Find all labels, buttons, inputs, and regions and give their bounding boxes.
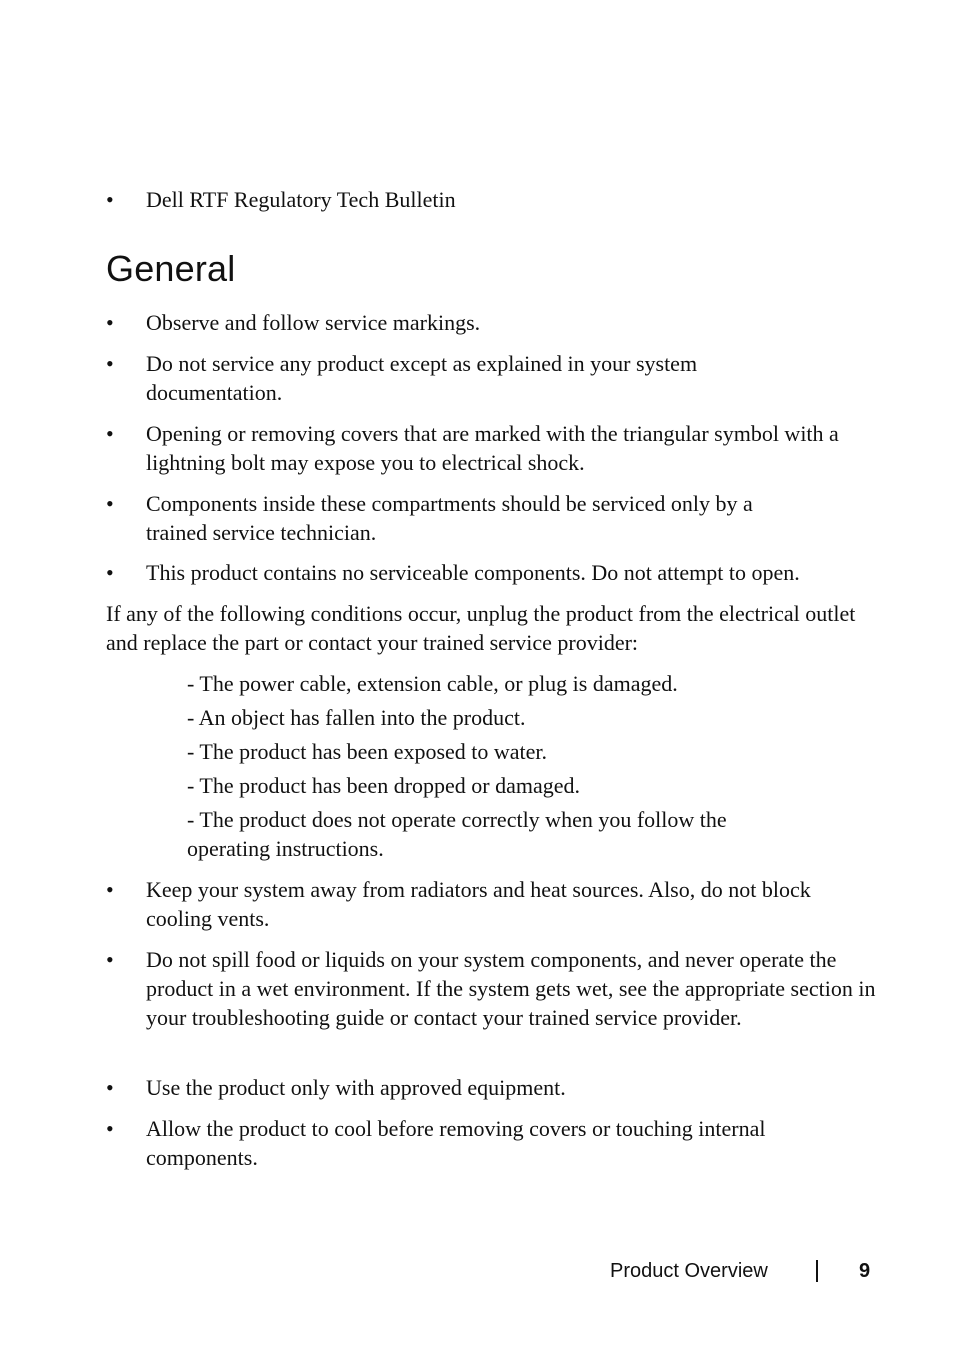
bullet-icon: • xyxy=(106,187,114,212)
bullet-icon: • xyxy=(106,310,114,335)
list-item xyxy=(106,875,876,933)
list-item-text: This product contains no serviceable components. Do not attempt to open. xyxy=(146,560,800,585)
bullet-icon: • xyxy=(106,1075,114,1100)
section-heading: General xyxy=(106,248,236,289)
footer-section-name: Product Overview xyxy=(610,1260,768,1282)
bullet-icon: • xyxy=(106,560,114,585)
bullet-icon: • xyxy=(106,947,114,972)
list-item-text: Do not spill food or liquids on your system components, and never operate the product in a wet environment. If the system gets wet, see the appropriate section in your troubleshooting guide or contact your trained service provider. xyxy=(146,947,876,1030)
list-item-text: Keep your system away from radiators and heat sources. Also, do not block cooling vents. xyxy=(146,877,811,931)
condition-item: - The power cable, extension cable, or plug is damaged. xyxy=(187,671,678,696)
list-item-text: Dell RTF Regulatory Tech Bulletin xyxy=(146,187,456,212)
condition-item: - The product has been exposed to water. xyxy=(187,739,548,764)
list-item-text: Use the product only with approved equipment. xyxy=(146,1075,566,1100)
bullet-icon: • xyxy=(106,351,114,376)
condition-item: - The product does not operate correctly when you follow the operating instructions. xyxy=(187,807,727,861)
list-item xyxy=(106,1114,826,1172)
list-item xyxy=(106,308,876,337)
list-item-text: Observe and follow service markings. xyxy=(146,310,481,335)
condition-item: - The product has been dropped or damaged. xyxy=(187,773,581,798)
list-item xyxy=(106,185,876,214)
list-item xyxy=(106,419,876,477)
bullet-icon: • xyxy=(106,877,114,902)
bullet-icon: • xyxy=(106,1116,114,1141)
page-number: 9 xyxy=(859,1260,871,1282)
list-item xyxy=(106,349,806,407)
condition-item: - An object has fallen into the product. xyxy=(187,705,526,730)
list-item xyxy=(106,1073,876,1102)
list-item-text: Do not service any product except as explained in your system documentation. xyxy=(146,351,698,405)
bullet-icon: • xyxy=(106,491,114,516)
intro-paragraph: If any of the following conditions occur, unplug the product from the electrical outlet and replace the part or contact your trained service provider: xyxy=(106,601,856,655)
bullet-icon: • xyxy=(106,421,114,446)
list-item-text: Components inside these compartments should be serviced only by a trained service technician. xyxy=(146,491,753,545)
footer-divider xyxy=(816,1260,818,1282)
list-item-text: Opening or removing covers that are marked with the triangular symbol with a lightning bolt may expose you to electrical shock. xyxy=(146,421,839,475)
list-item xyxy=(106,558,876,587)
list-item-text: Allow the product to cool before removing covers or touching internal components. xyxy=(146,1116,766,1170)
list-item xyxy=(106,489,816,547)
list-item xyxy=(106,945,876,1032)
